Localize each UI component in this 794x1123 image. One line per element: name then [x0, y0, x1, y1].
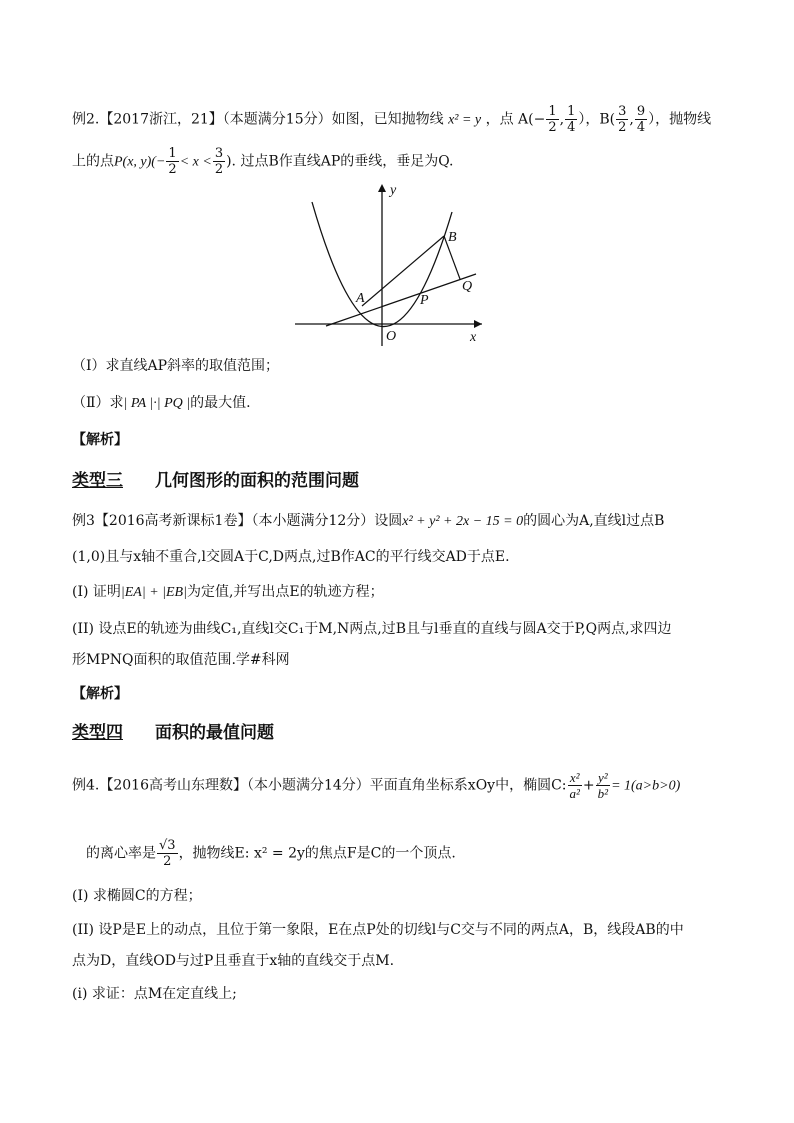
numerator: x²: [569, 770, 580, 785]
ex2-line2-prefix: 上的点: [72, 153, 114, 170]
ex4-line2-prefix: 的离心率是: [86, 845, 156, 862]
plus-sign: +: [582, 777, 595, 794]
y-axis-arrow: [378, 184, 386, 192]
label-o: O: [386, 329, 397, 344]
numerator: y²: [598, 770, 608, 785]
denominator: 2: [168, 162, 177, 177]
ex3-line1: [72, 511, 664, 532]
label-q: Q: [462, 279, 473, 294]
ex4-line2-suffix: ，抛物线E: x² = 2y的焦点F是C的一个顶点.: [178, 845, 456, 862]
numerator: 9: [636, 104, 646, 119]
label-a: A: [356, 291, 365, 306]
ex2-question-1: （Ⅰ）求直线AP斜率的取值范围；: [72, 358, 280, 374]
label-y: y: [390, 183, 397, 198]
parabola-equation: x² = y: [448, 112, 482, 128]
denominator: 4: [636, 120, 646, 135]
ex3-line2: (1,0)且与x轴不重合,l交圆A于C,D两点,过B作AC的平行线交AD于点E.: [72, 549, 510, 565]
ex4-line1: [72, 770, 680, 801]
denominator: 2: [618, 120, 627, 135]
ex3-question-1: [72, 582, 384, 603]
ex4-question-1: (I) 求椭圆C的方程；: [72, 888, 202, 904]
minus-sign: −: [533, 111, 546, 128]
numerator: 1: [567, 104, 576, 119]
label-b: B: [448, 230, 457, 245]
fraction: [616, 104, 628, 135]
fraction: [546, 104, 558, 135]
fraction: [166, 146, 178, 177]
point-p: P(x, y)(−: [114, 154, 166, 170]
type3-label: 类型三: [72, 471, 123, 491]
parabola-figure: [290, 178, 490, 350]
ex3-line1-prefix: 例3【2016高考新课标1卷】（本小题满分12分）设圆: [72, 513, 403, 529]
point-a-label: ，点 A(: [485, 111, 534, 128]
denominator: a²: [569, 786, 580, 801]
ex2-analysis-label: 【解析】: [72, 432, 128, 448]
q2-expression: | PA |·| PQ |: [123, 396, 191, 411]
type4-label: 类型四: [72, 723, 123, 743]
line-ap: [326, 274, 476, 326]
q2-prefix: （Ⅱ）求: [72, 395, 124, 411]
ex3-question-2-line2: 形MPNQ面积的取值范围.学#科网: [72, 652, 290, 668]
fraction: [635, 104, 647, 135]
ex2-prefix: 例2.【2017浙江，21】（本题满分15分）如图，已知抛物线: [72, 111, 444, 128]
ex4-line2: [86, 838, 456, 869]
denominator: 2: [214, 162, 224, 177]
ex3-question-2-line1: (II) 设点E的轨迹为曲线C₁,直线l交C₁于M,N两点,过B且与l垂直的直线与圆A交于P,Q两点,求四边: [72, 621, 672, 637]
circle-equation: x² + y² + 2x − 15 = 0: [402, 514, 524, 529]
q1-expression: |EA| + |EB|: [120, 585, 187, 600]
ex2-line2: [72, 146, 454, 177]
x-axis-arrow: [474, 320, 482, 328]
ellipse-suffix: = 1(a>b>0): [611, 778, 681, 794]
ex2-line1: 例2.【2017浙江，21】（本题满分15分）如图，已知抛物线 x² = y ，点 A(− $\frac{1}{2}$ , $\frac{1}{4}$ ），B( $\frac{3}{2}$ , $\frac{9}{4}$ ），抛物线: [72, 104, 712, 135]
label-p: P: [420, 293, 429, 308]
ex4-line1-prefix: 例4.【2016高考山东理数】（本小题满分14分）平面直角坐标系xOy中，椭圆C:: [72, 777, 567, 794]
ex2-line2-suffix: ). 过点B作直线AP的垂线，垂足为Q.: [226, 153, 454, 170]
ex4-question-2-line1: (II) 设P是E上的动点，且位于第一象限，E在点P处的切线l与C交与不同的两点A，B，线段AB的中: [72, 922, 684, 938]
numerator: √3: [159, 838, 176, 853]
ex3-line1-suffix: 的圆心为A,直线l过点B: [523, 513, 665, 529]
fraction: [157, 838, 178, 869]
denominator: 4: [567, 120, 576, 135]
ex2-line1-suffix: ），抛物线: [648, 111, 712, 128]
type4-heading: [72, 718, 274, 743]
point-b-label: ），B(: [578, 111, 616, 128]
q2-suffix: 的最大值.: [190, 395, 251, 411]
type3-heading: [72, 466, 359, 491]
fraction: [568, 770, 582, 801]
denominator: 2: [548, 120, 557, 135]
denominator: 2: [163, 854, 172, 869]
fraction: [565, 104, 577, 135]
q1-prefix: (I) 证明: [72, 584, 121, 600]
fraction: [213, 146, 225, 177]
ex4-question-2-line2: 点为D，直线OD与过P且垂直于x轴的直线交于点M.: [72, 953, 395, 969]
fraction: [596, 770, 610, 801]
numerator: 3: [214, 146, 224, 161]
numerator: 3: [618, 104, 627, 119]
inequality: < x <: [179, 154, 212, 170]
q1-suffix: 为定值,并写出点E的轨迹方程；: [186, 584, 384, 600]
ex3-analysis-label: 【解析】: [72, 686, 128, 702]
numerator: 1: [168, 146, 177, 161]
denominator: b²: [597, 786, 609, 801]
type4-title: 面积的最值问题: [155, 723, 274, 743]
label-x: x: [470, 330, 477, 345]
ex2-question-2: [72, 393, 251, 414]
ex4-question-2-i: (i) 求证：点M在定直线上;: [72, 986, 237, 1002]
numerator: 1: [548, 104, 557, 119]
type3-title: 几何图形的面积的范围问题: [155, 471, 359, 491]
